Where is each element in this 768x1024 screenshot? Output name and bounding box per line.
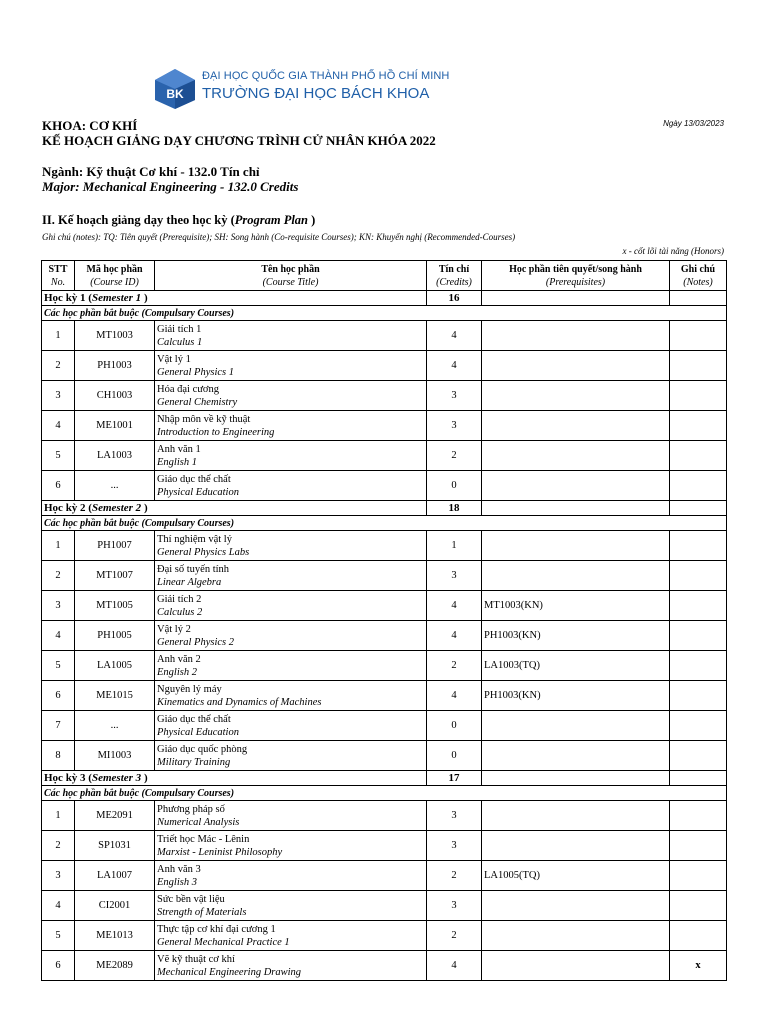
course-credits: 2	[427, 651, 482, 681]
course-title-en: General Physics 2	[157, 636, 234, 648]
course-note	[670, 441, 727, 471]
course-title-en: General Physics 1	[157, 366, 234, 378]
table-row	[42, 561, 727, 591]
course-title-vi: Giáo dục thể chất	[157, 713, 231, 725]
course-title	[155, 801, 427, 831]
course-credits: 3	[427, 381, 482, 411]
course-title	[155, 651, 427, 681]
major-en: Major: Mechanical Engineering - 132.0 Credits	[42, 179, 299, 194]
table-row	[42, 861, 727, 891]
course-title	[155, 471, 427, 501]
course-credits: 4	[427, 351, 482, 381]
course-no: 7	[42, 711, 75, 741]
course-group-label: Các học phần bắt buộc (Compulsary Courses)	[42, 786, 727, 801]
semester-row	[42, 501, 727, 516]
course-id: MI1003	[75, 741, 155, 771]
course-id: ME1013	[75, 921, 155, 951]
course-id: ME1001	[75, 411, 155, 441]
course-note	[670, 861, 727, 891]
course-credits: 2	[427, 861, 482, 891]
table-row	[42, 681, 727, 711]
col-header-notes: Ghi chú (Notes)	[670, 261, 727, 291]
course-title-vi: Sức bền vật liệu	[157, 893, 225, 905]
course-note	[670, 711, 727, 741]
course-title-en: English 1	[157, 456, 197, 468]
semester-credits: 18	[427, 501, 482, 516]
course-note	[670, 381, 727, 411]
program-plan-table	[41, 260, 727, 981]
course-credits: 3	[427, 891, 482, 921]
table-row	[42, 381, 727, 411]
course-title	[155, 381, 427, 411]
bk-logo-icon	[152, 68, 198, 110]
course-title-en: English 3	[157, 876, 197, 888]
honors-legend: x - cốt lõi tài năng (Honors)	[622, 246, 724, 256]
university-name-line2: TRƯỜNG ĐẠI HỌC BÁCH KHOA	[202, 85, 430, 102]
course-no: 5	[42, 921, 75, 951]
logo-text: BK	[166, 87, 184, 101]
course-note	[670, 621, 727, 651]
course-credits: 4	[427, 951, 482, 981]
course-no: 6	[42, 471, 75, 501]
course-no: 2	[42, 561, 75, 591]
semester-prereq-cell	[482, 291, 670, 306]
table-row	[42, 621, 727, 651]
university-name-line1: ĐẠI HỌC QUỐC GIA THÀNH PHỐ HỒ CHÍ MINH	[202, 70, 450, 82]
course-note	[670, 591, 727, 621]
course-id: PH1003	[75, 351, 155, 381]
course-note	[670, 651, 727, 681]
course-title	[155, 351, 427, 381]
course-prereq	[482, 321, 670, 351]
course-prereq	[482, 381, 670, 411]
course-prereq: PH1003(KN)	[482, 621, 670, 651]
course-prereq: LA1003(TQ)	[482, 651, 670, 681]
faculty-heading: KHOA: CƠ KHÍ	[42, 118, 138, 133]
course-prereq	[482, 741, 670, 771]
course-title	[155, 711, 427, 741]
course-title-vi: Triết học Mác - Lênin	[157, 833, 250, 845]
course-title-vi: Giáo dục thể chất	[157, 473, 231, 485]
course-title-en: Numerical Analysis	[157, 816, 240, 828]
course-title	[155, 861, 427, 891]
semester-prereq-cell	[482, 771, 670, 786]
course-note	[670, 681, 727, 711]
table-row	[42, 591, 727, 621]
course-prereq	[482, 351, 670, 381]
course-prereq	[482, 801, 670, 831]
table-header-row	[42, 261, 727, 291]
course-group-row	[42, 306, 727, 321]
course-prereq	[482, 441, 670, 471]
course-title-vi: Anh văn 2	[157, 653, 201, 665]
course-title	[155, 921, 427, 951]
semester-row	[42, 771, 727, 786]
course-no: 1	[42, 531, 75, 561]
col-header-title: Tên học phần (Course Title)	[155, 261, 427, 291]
course-no: 3	[42, 861, 75, 891]
course-no: 5	[42, 441, 75, 471]
course-prereq	[482, 531, 670, 561]
course-note	[670, 831, 727, 861]
course-id: ME2091	[75, 801, 155, 831]
course-id: MT1003	[75, 321, 155, 351]
table-row	[42, 921, 727, 951]
table-row	[42, 531, 727, 561]
col-header-prereq: Học phần tiên quyết/song hành (Prerequisites)	[482, 261, 670, 291]
table-body	[42, 291, 727, 981]
course-title-vi: Vẽ kỹ thuật cơ khí	[157, 953, 235, 965]
course-no: 3	[42, 591, 75, 621]
table-row	[42, 471, 727, 501]
semester-credits: 16	[427, 291, 482, 306]
course-title-vi: Anh văn 3	[157, 863, 201, 875]
semester-label: Học kỳ 3 (Semester 3 )	[42, 771, 427, 786]
course-title-vi: Giải tích 2	[157, 593, 202, 605]
section-title-en: Program Plan	[234, 213, 309, 227]
course-title	[155, 321, 427, 351]
course-credits: 4	[427, 591, 482, 621]
course-title-vi: Giáo dục quốc phòng	[157, 743, 248, 755]
semester-notes-cell	[670, 501, 727, 516]
course-title-vi: Anh văn 1	[157, 443, 201, 455]
table-row	[42, 351, 727, 381]
course-id: ...	[75, 471, 155, 501]
course-title-en: General Physics Labs	[157, 546, 250, 558]
course-credits: 1	[427, 531, 482, 561]
course-title-vi: Vật lý 2	[157, 623, 191, 635]
document-date: Ngày 13/03/2023	[663, 119, 724, 128]
course-prereq	[482, 831, 670, 861]
course-title	[155, 561, 427, 591]
course-note	[670, 471, 727, 501]
course-id: MT1005	[75, 591, 155, 621]
course-group-row	[42, 786, 727, 801]
course-group-row	[42, 516, 727, 531]
course-credits: 2	[427, 441, 482, 471]
course-no: 1	[42, 321, 75, 351]
course-title-en: Calculus 2	[157, 606, 203, 618]
course-title-vi: Vật lý 1	[157, 353, 191, 365]
course-note	[670, 561, 727, 591]
course-prereq	[482, 561, 670, 591]
plan-title: KẾ HOẠCH GIẢNG DẠY CHƯƠNG TRÌNH CỬ NHÂN KHÓA 2022	[42, 133, 436, 148]
course-credits: 0	[427, 471, 482, 501]
table-row	[42, 831, 727, 861]
course-id: LA1007	[75, 861, 155, 891]
course-title-en: Mechanical Engineering Drawing	[157, 966, 302, 978]
course-title-vi: Nhập môn về kỹ thuật	[157, 413, 251, 425]
course-title-vi: Đại số tuyến tính	[157, 563, 230, 575]
table-row	[42, 711, 727, 741]
table-row	[42, 321, 727, 351]
course-prereq	[482, 711, 670, 741]
course-title-en: Strength of Materials	[157, 906, 247, 918]
course-prereq: PH1003(KN)	[482, 681, 670, 711]
course-no: 3	[42, 381, 75, 411]
course-title-en: Linear Algebra	[157, 576, 222, 588]
col-header-credits: Tín chỉ (Credits)	[427, 261, 482, 291]
semester-notes-cell	[670, 771, 727, 786]
course-note	[670, 801, 727, 831]
course-note	[670, 411, 727, 441]
course-title-vi: Phương pháp số	[157, 803, 225, 815]
col-header-stt: STT No.	[42, 261, 75, 291]
course-title	[155, 831, 427, 861]
section-title-close: )	[308, 213, 316, 227]
table-row	[42, 801, 727, 831]
table-row	[42, 441, 727, 471]
course-note: x	[670, 951, 727, 981]
course-title-en: Physical Education	[157, 486, 239, 498]
course-no: 5	[42, 651, 75, 681]
course-no: 1	[42, 801, 75, 831]
course-no: 4	[42, 621, 75, 651]
notes-legend: Ghi chú (notes): TQ: Tiên quyết (Prerequisite); SH: Song hành (Co-requisite Courses); KN: Khuyến nghị (Recommended-Courses)	[42, 232, 516, 242]
course-no: 4	[42, 411, 75, 441]
course-note	[670, 891, 727, 921]
col-header-id: Mã học phần (Course ID)	[75, 261, 155, 291]
course-title	[155, 411, 427, 441]
course-id: ME2089	[75, 951, 155, 981]
course-note	[670, 741, 727, 771]
course-prereq	[482, 471, 670, 501]
course-id: LA1005	[75, 651, 155, 681]
course-group-label: Các học phần bắt buộc (Compulsary Courses)	[42, 516, 727, 531]
course-note	[670, 351, 727, 381]
course-no: 2	[42, 831, 75, 861]
section-title-vi: II. Kế hoạch giảng dạy theo học kỳ (	[42, 213, 235, 227]
course-id: CH1003	[75, 381, 155, 411]
course-title-vi: Nguyên lý máy	[157, 683, 222, 695]
table-row	[42, 891, 727, 921]
course-id: ...	[75, 711, 155, 741]
semester-credits: 17	[427, 771, 482, 786]
semester-row	[42, 291, 727, 306]
section-title	[42, 213, 315, 228]
course-credits: 3	[427, 801, 482, 831]
course-title	[155, 441, 427, 471]
course-title-en: General Mechanical Practice 1	[157, 936, 290, 948]
course-id: LA1003	[75, 441, 155, 471]
course-title	[155, 531, 427, 561]
course-title-en: Marxist - Leninist Philosophy	[157, 846, 283, 858]
course-prereq	[482, 411, 670, 441]
course-title-en: General Chemistry	[157, 396, 238, 408]
table-row	[42, 741, 727, 771]
course-prereq	[482, 951, 670, 981]
course-credits: 0	[427, 711, 482, 741]
course-prereq: LA1005(TQ)	[482, 861, 670, 891]
table-row	[42, 411, 727, 441]
course-title-en: Calculus 1	[157, 336, 203, 348]
course-title-en: Kinematics and Dynamics of Machines	[157, 696, 322, 708]
course-id: PH1005	[75, 621, 155, 651]
course-no: 6	[42, 951, 75, 981]
course-id: MT1007	[75, 561, 155, 591]
semester-label: Học kỳ 1 (Semester 1 )	[42, 291, 427, 306]
course-title	[155, 951, 427, 981]
course-prereq	[482, 891, 670, 921]
course-title-en: Introduction to Engineering	[157, 426, 275, 438]
course-credits: 2	[427, 921, 482, 951]
course-note	[670, 531, 727, 561]
course-title	[155, 591, 427, 621]
course-title	[155, 741, 427, 771]
course-title-en: English 2	[157, 666, 197, 678]
course-no: 4	[42, 891, 75, 921]
course-title-vi: Thực tập cơ khí đại cương 1	[157, 923, 276, 935]
course-title-vi: Hóa đại cương	[157, 383, 219, 395]
course-credits: 3	[427, 411, 482, 441]
course-id: ME1015	[75, 681, 155, 711]
course-credits: 4	[427, 321, 482, 351]
course-title-en: Military Training	[157, 756, 231, 768]
course-group-label: Các học phần bắt buộc (Compulsary Courses)	[42, 306, 727, 321]
semester-notes-cell	[670, 291, 727, 306]
course-title	[155, 621, 427, 651]
semester-prereq-cell	[482, 501, 670, 516]
major-vi: Ngành: Kỹ thuật Cơ khí - 132.0 Tín chỉ	[42, 164, 260, 179]
course-id: SP1031	[75, 831, 155, 861]
course-no: 8	[42, 741, 75, 771]
table-row	[42, 651, 727, 681]
course-credits: 4	[427, 621, 482, 651]
course-title-en: Physical Education	[157, 726, 239, 738]
course-title	[155, 681, 427, 711]
course-no: 6	[42, 681, 75, 711]
course-note	[670, 321, 727, 351]
course-id: PH1007	[75, 531, 155, 561]
course-credits: 4	[427, 681, 482, 711]
course-credits: 3	[427, 561, 482, 591]
university-logo	[152, 68, 452, 110]
course-no: 2	[42, 351, 75, 381]
course-prereq	[482, 921, 670, 951]
table-row	[42, 951, 727, 981]
course-title-vi: Giải tích 1	[157, 323, 202, 335]
course-prereq: MT1003(KN)	[482, 591, 670, 621]
semester-label: Học kỳ 2 (Semester 2 )	[42, 501, 427, 516]
course-credits: 3	[427, 831, 482, 861]
course-note	[670, 921, 727, 951]
course-title-vi: Thí nghiệm vật lý	[157, 533, 232, 545]
course-id: CI2001	[75, 891, 155, 921]
course-credits: 0	[427, 741, 482, 771]
course-title	[155, 891, 427, 921]
